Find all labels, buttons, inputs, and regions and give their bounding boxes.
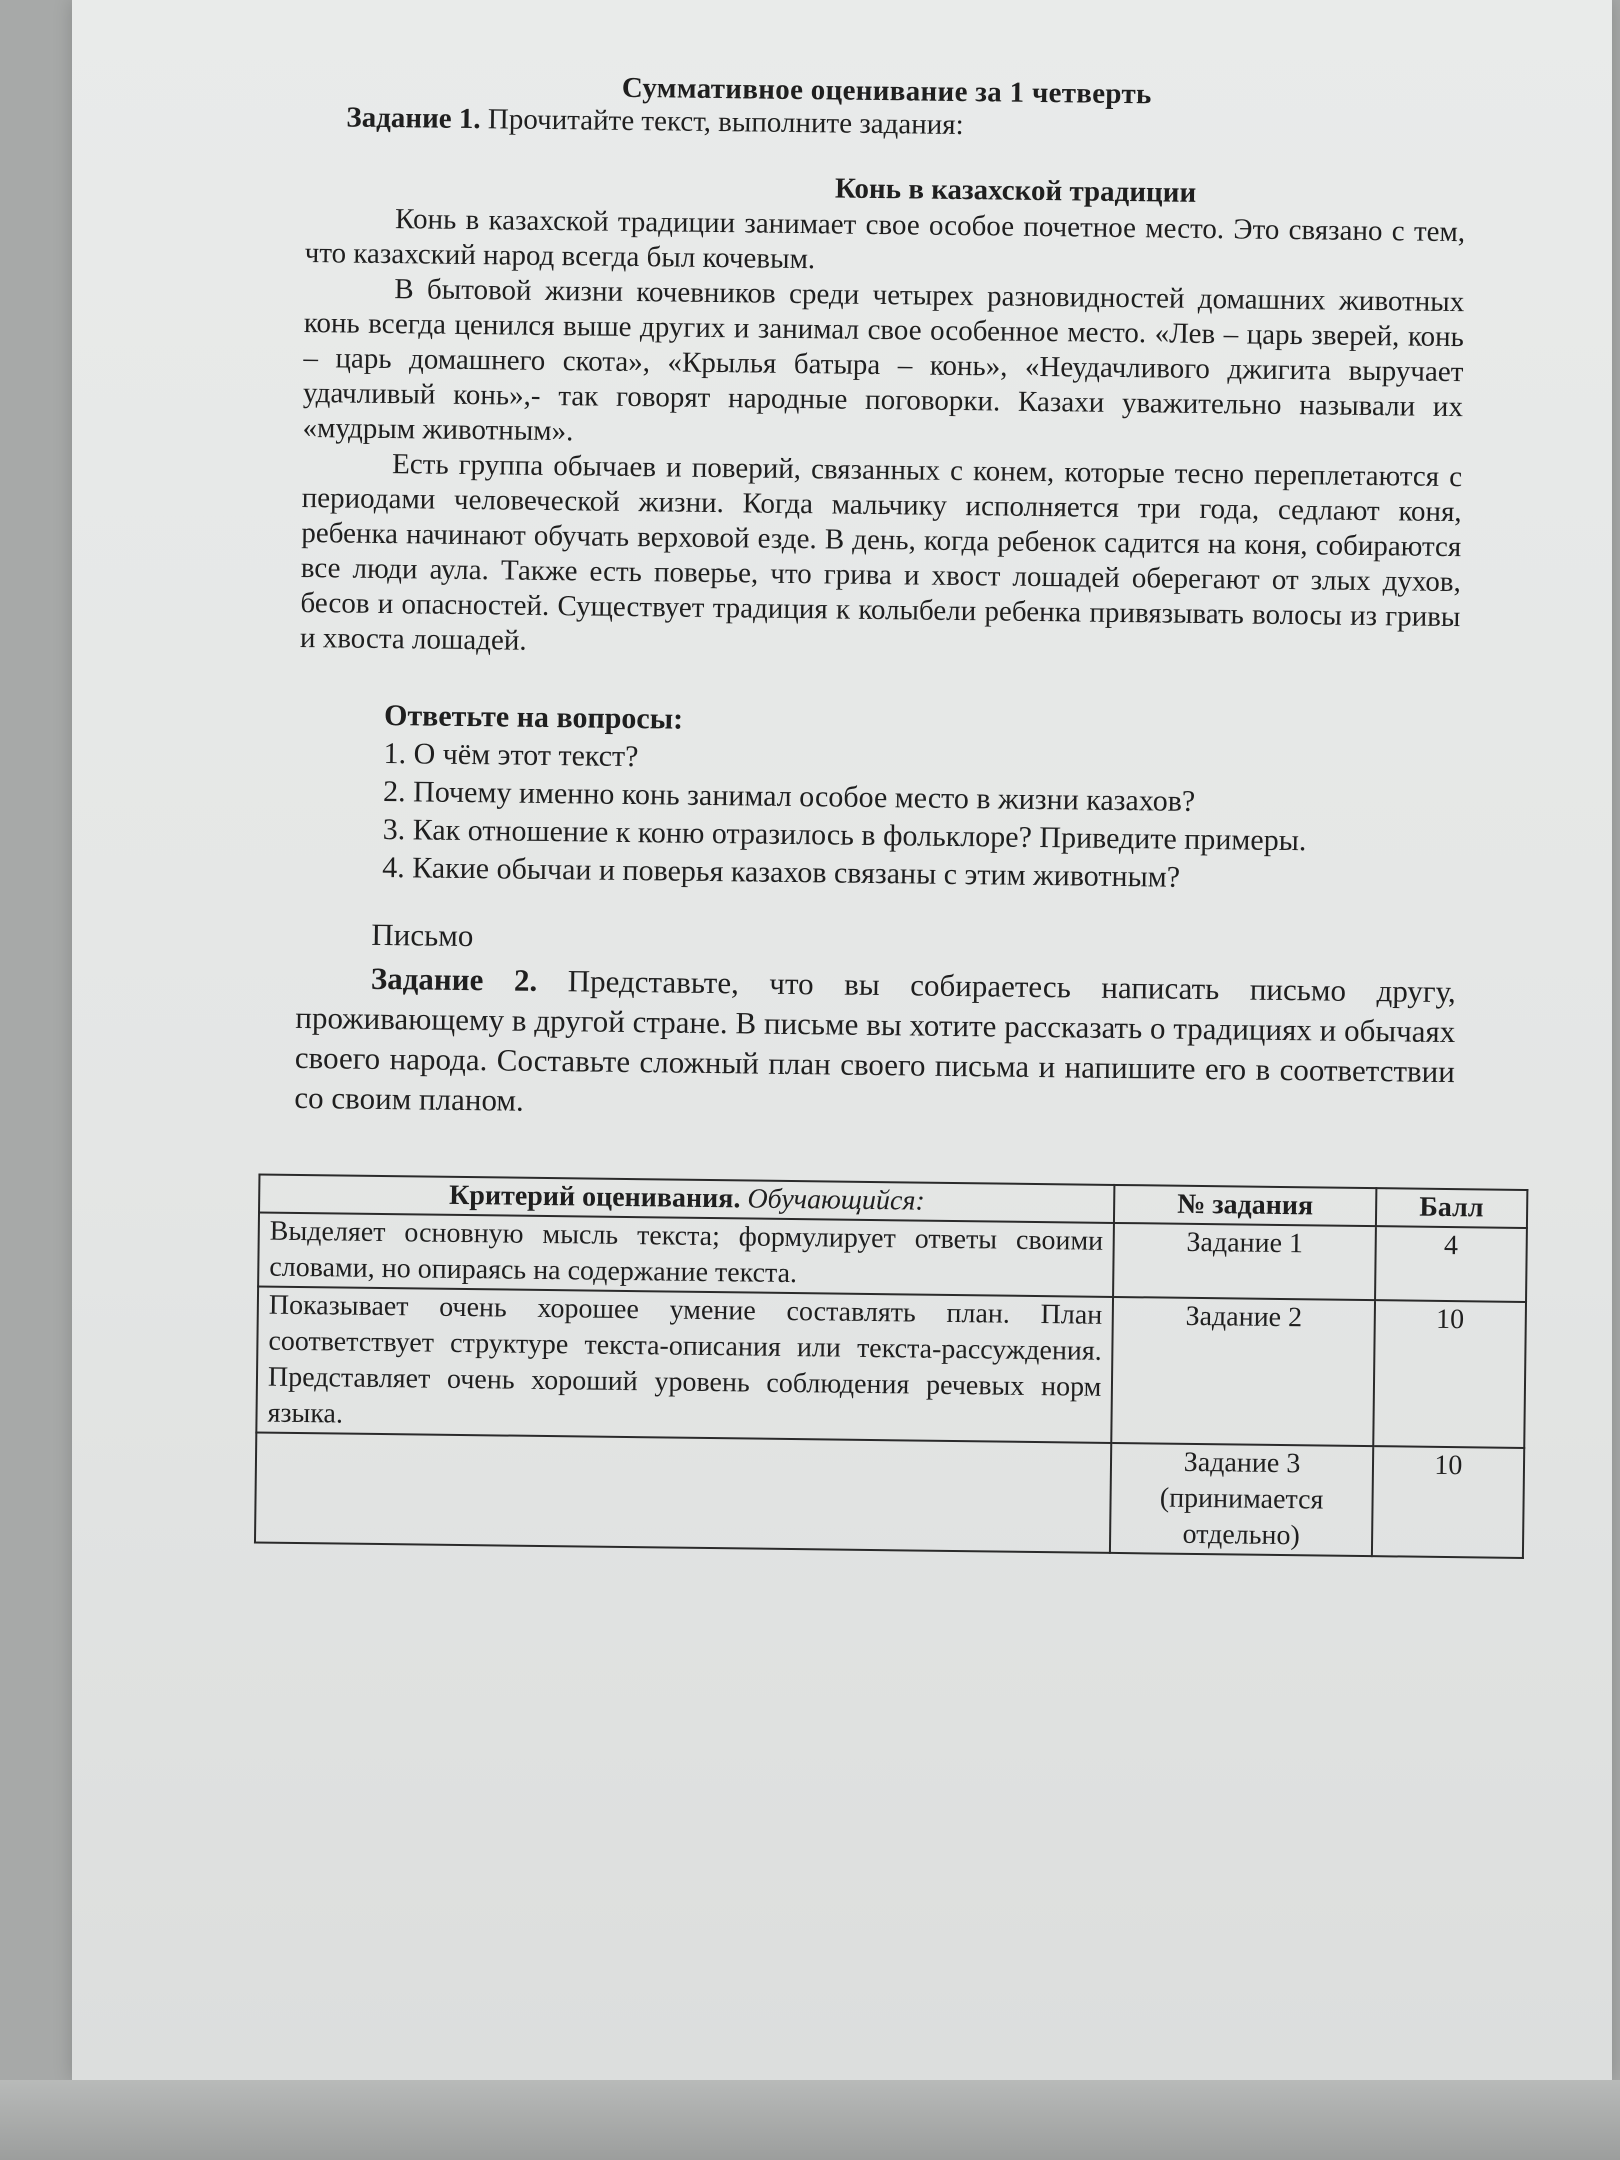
page-title: Суммативное оценивание за 1 четверть — [621, 71, 1152, 111]
text-paragraph: Есть группа обычаев и поверий, связанных с конем, которые тесно переплетаются с периодами человеческой жизни. Когда мальчику исполняется три года, седлают коня, ребенка начинают обучать верховой езде. В день, когда ребенок садится на коня, собираются все люди аула. Также есть поверье, что грива и хвост лошадей оберегают от злых духов, бесов и опасностей. Существует традиция к колыбели ребенка привязывать волосы из гривы и хвоста лошадей. — [299, 448, 1463, 657]
task1-text: Прочитайте текст, выполните задания: — [487, 103, 964, 142]
table-row — [256, 1286, 1526, 1447]
cell-criterion: Показывает очень хорошее умение составлять план. План соответствует структуре текста-описания или текста-рассуждения. Представляет очень хороший уровень соблюдения речевых норм языка. — [256, 1286, 1113, 1442]
cell-task: Задание 3 (принимается отдельно) — [1110, 1443, 1373, 1556]
questions-list — [382, 735, 1459, 900]
header-criterion-bold: Критерий оценивания. — [448, 1179, 741, 1215]
text-title: Конь в казахской традиции — [834, 172, 1197, 209]
text-paragraph: В бытовой жизни кочевников среди четырех разновидностей домашних животных конь всегда ценился выше других и занимал свое особенное место. «Лев – царь зверей, конь – царь домашнего скота», «Крылья батыра – конь», «Неудачливого джигита выручает удачливый конь»,- так говорят народные поговорки. Казахи уважительно называли их «мудрым животным». — [302, 273, 1465, 448]
cell-score: 10 — [1372, 1446, 1525, 1558]
criteria-table — [254, 1173, 1528, 1558]
task1-label: Задание 1. — [346, 101, 481, 136]
document-content — [267, 68, 1484, 1558]
cell-criterion: Выделяет основную мысль текста; формулирует ответы своими словами, но опираясь на содержание текста. — [258, 1212, 1114, 1296]
header-task: № задания — [1114, 1185, 1376, 1226]
header-criterion-italic: Обучающийся: — [747, 1183, 925, 1217]
text-paragraph: Конь в казахской традиции занимает свое особое почетное место. Это связано с тем, что казахский народ всегда был кочевым. — [304, 203, 1466, 276]
letter-heading: Письмо — [371, 916, 474, 954]
cell-score: 10 — [1373, 1300, 1526, 1448]
questions-heading: Ответьте на вопросы: — [383, 698, 684, 736]
question-item: 4. Какие обычаи и поверья казахов связаны с этим животным? — [382, 850, 1181, 894]
desk-surface — [0, 2080, 1620, 2160]
task2-label: Задание 2. — [370, 960, 538, 998]
cell-task: Задание 2 — [1112, 1297, 1375, 1446]
question-item: 1. О чём этот текст? — [383, 736, 639, 774]
questions-section — [297, 696, 1459, 900]
task2-instruction — [294, 958, 1456, 1132]
cell-task: Задание 1 — [1113, 1223, 1375, 1300]
question-item: 3. Как отношение к коню отразилось в фольклоре? Приведите примеры. — [382, 812, 1307, 858]
cell-criterion — [255, 1432, 1112, 1552]
task2-text: Представьте, что вы собираетесь написать письмо другу, проживающему в другой стране. В письме вы хотите рассказать о традициях и обычаях своего народа. Составьте сложный план своего письма и напишите его в соответствии со своим планом. — [294, 963, 1457, 1118]
table-row — [255, 1432, 1524, 1557]
question-item: 2. Почему именно конь занимал особое место в жизни казахов? — [382, 774, 1196, 818]
cell-score: 4 — [1375, 1226, 1527, 1302]
paper-sheet — [72, 0, 1612, 2080]
header-score: Балл — [1376, 1188, 1528, 1228]
